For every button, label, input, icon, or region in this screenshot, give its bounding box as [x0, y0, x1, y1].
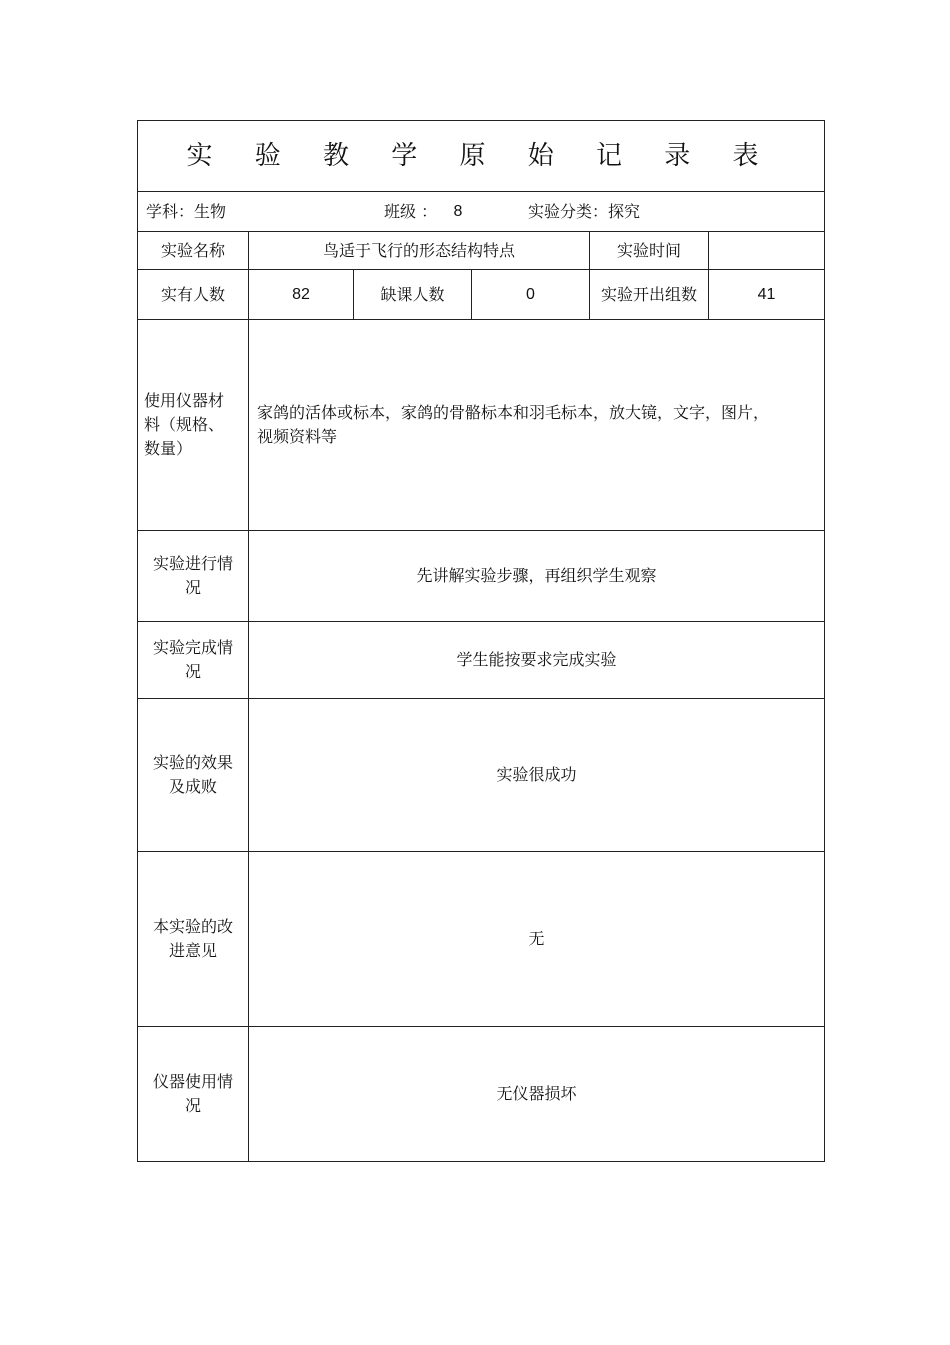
actual-count-label: 实有人数 [138, 270, 249, 319]
title-row [138, 121, 824, 192]
improvement-label: 本实验的改进意见 [138, 852, 249, 1026]
experiment-name-label: 实验名称 [138, 232, 249, 269]
improvement-row [138, 852, 824, 1027]
progress-label: 实验进行情况 [138, 531, 249, 621]
actual-count-value: 82 [249, 270, 354, 319]
record-table [137, 120, 825, 1162]
groups-count-value: 41 [757, 285, 776, 303]
table-title: 实 验 教 学 原 始 记 录 表 [186, 141, 776, 171]
class-label: 班级 ： [384, 201, 438, 221]
progress-value: 先讲解实验步骤，再组织学生观察 [416, 566, 657, 585]
effect-label: 实验的效果及成败 [138, 699, 249, 851]
effect-row [138, 699, 824, 852]
info-row [138, 192, 824, 232]
category-text: 实验分类：探究 [528, 201, 641, 221]
experiment-name-row [138, 232, 824, 270]
absent-count-value: 0 [472, 270, 590, 319]
class-value: 8 [453, 202, 463, 220]
experiment-time-label: 实验时间 [590, 232, 709, 269]
counts-row [138, 270, 824, 320]
completion-label: 实验完成情况 [138, 622, 249, 698]
progress-row [138, 531, 824, 622]
materials-row [138, 320, 824, 531]
improvement-value: 无 [528, 929, 545, 948]
groups-count-label: 实验开出组数 [590, 270, 709, 319]
experiment-time-value [709, 232, 824, 269]
experiment-name-value: 鸟适于飞行的形态结构特点 [249, 232, 590, 269]
absent-count-label: 缺课人数 [354, 270, 472, 319]
materials-label: 使用仪器材料（规格、数量） [138, 320, 249, 530]
completion-value: 学生能按要求完成实验 [456, 650, 617, 669]
effect-value: 实验很成功 [496, 765, 577, 784]
completion-row [138, 622, 824, 699]
equipment-row [138, 1027, 824, 1161]
equipment-label: 仪器使用情况 [138, 1027, 249, 1161]
materials-value: 家鸽的活体或标本，家鸽的骨骼标本和羽毛标本，放大镜，文字，图片，视频资料等 [257, 403, 770, 446]
equipment-value: 无仪器损坏 [496, 1084, 577, 1103]
subject-text: 学科：生物 [146, 201, 227, 221]
